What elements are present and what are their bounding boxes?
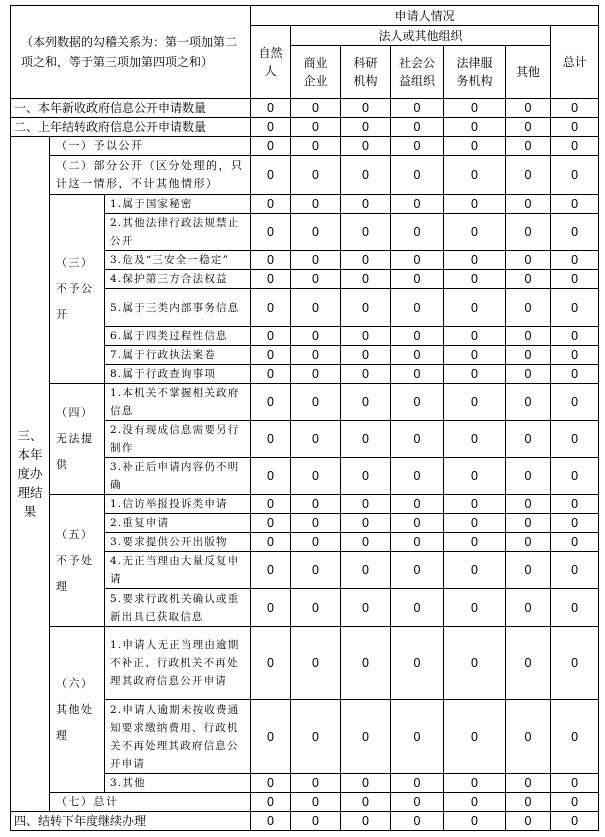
group-label: （五）不予处理: [50, 495, 105, 627]
value-cell: 0: [251, 812, 291, 831]
value-cell: 0: [444, 384, 506, 421]
value-cell: 0: [251, 270, 291, 289]
value-cell: 0: [251, 365, 291, 384]
value-cell: 0: [506, 627, 551, 700]
value-cell: 0: [444, 533, 506, 552]
value-cell: 0: [341, 589, 391, 627]
value-cell: 0: [444, 627, 506, 700]
value-cell: 0: [291, 514, 341, 533]
value-cell: 0: [391, 793, 444, 812]
item-label: 1.属于国家秘密: [105, 195, 251, 214]
value-cell: 0: [341, 552, 391, 589]
value-cell: 0: [551, 137, 599, 156]
value-cell: 0: [291, 327, 341, 346]
value-cell: 0: [551, 118, 599, 137]
value-cell: 0: [506, 495, 551, 514]
value-cell: 0: [341, 251, 391, 270]
value-cell: 0: [291, 118, 341, 137]
value-cell: 0: [391, 214, 444, 251]
value-cell: 0: [551, 774, 599, 793]
value-cell: 0: [291, 774, 341, 793]
item-label: 1.本机关不掌握相关政府信息: [105, 384, 251, 421]
note-cell: （本列数据的勾稽关系为：第一项加第二项之和，等于第三项加第四项之和）: [11, 6, 251, 99]
value-cell: 0: [551, 589, 599, 627]
value-cell: 0: [391, 327, 444, 346]
value-cell: 0: [341, 700, 391, 774]
value-cell: 0: [251, 289, 291, 327]
value-cell: 0: [444, 251, 506, 270]
value-cell: 0: [291, 289, 341, 327]
natural-person-header: 自然人: [251, 26, 291, 99]
item-label: 3.要求提供公开出版物: [105, 533, 251, 552]
item-label: 3.补正后申请内容仍不明确: [105, 458, 251, 495]
value-cell: 0: [444, 700, 506, 774]
value-cell: 0: [444, 156, 506, 195]
value-cell: 0: [444, 365, 506, 384]
value-cell: 0: [551, 812, 599, 831]
value-cell: 0: [291, 270, 341, 289]
value-cell: 0: [506, 812, 551, 831]
value-cell: 0: [551, 552, 599, 589]
value-cell: 0: [251, 346, 291, 365]
value-cell: 0: [391, 346, 444, 365]
value-cell: 0: [341, 327, 391, 346]
value-cell: 0: [291, 793, 341, 812]
value-cell: 0: [291, 99, 341, 118]
value-cell: 0: [391, 384, 444, 421]
value-cell: 0: [291, 552, 341, 589]
row2-label: 二、上年结转政府信息公开申请数量: [11, 118, 251, 137]
value-cell: 0: [551, 495, 599, 514]
value-cell: 0: [341, 627, 391, 700]
value-cell: 0: [506, 384, 551, 421]
value-cell: 0: [551, 156, 599, 195]
value-cell: 0: [551, 627, 599, 700]
value-cell: 0: [341, 156, 391, 195]
value-cell: 0: [391, 99, 444, 118]
value-cell: 0: [506, 365, 551, 384]
value-cell: 0: [444, 793, 506, 812]
value-cell: 0: [506, 195, 551, 214]
value-cell: 0: [341, 214, 391, 251]
table-row: [11, 99, 599, 118]
row4-label: 四、结转下年度继续办理: [11, 812, 251, 831]
table-row: [11, 156, 599, 195]
value-cell: 0: [341, 137, 391, 156]
table-row: [11, 137, 599, 156]
value-cell: 0: [341, 195, 391, 214]
value-cell: 0: [291, 214, 341, 251]
header-other: 其他: [506, 46, 551, 99]
value-cell: 0: [341, 458, 391, 495]
value-cell: 0: [506, 156, 551, 195]
value-cell: 0: [291, 251, 341, 270]
value-cell: 0: [551, 365, 599, 384]
applicant-header: 申请人情况: [251, 6, 599, 26]
header-legal-service: 法律服务机构: [444, 46, 506, 99]
value-cell: 0: [506, 327, 551, 346]
value-cell: 0: [391, 495, 444, 514]
item-label: 2.重复申请: [105, 514, 251, 533]
value-cell: 0: [506, 251, 551, 270]
value-cell: 0: [444, 118, 506, 137]
value-cell: 0: [341, 774, 391, 793]
item-label: 4.保护第三方合法权益: [105, 270, 251, 289]
value-cell: 0: [444, 346, 506, 365]
value-cell: 0: [551, 514, 599, 533]
table-row: [11, 495, 599, 514]
value-cell: 0: [551, 793, 599, 812]
value-cell: 0: [444, 774, 506, 793]
item-label: 7.属于行政执法案卷: [105, 346, 251, 365]
value-cell: 0: [341, 533, 391, 552]
value-cell: 0: [291, 137, 341, 156]
value-cell: 0: [391, 289, 444, 327]
value-cell: 0: [251, 137, 291, 156]
table-row: [11, 195, 599, 214]
value-cell: 0: [506, 118, 551, 137]
item-label: 2.申请人逾期未按收费通知要求缴纳费用、行政机关不再处理其政府信息公开申请: [105, 700, 251, 774]
value-cell: 0: [251, 514, 291, 533]
value-cell: 0: [506, 552, 551, 589]
value-cell: 0: [251, 195, 291, 214]
value-cell: 0: [391, 812, 444, 831]
value-cell: 0: [551, 195, 599, 214]
value-cell: 0: [551, 700, 599, 774]
value-cell: 0: [506, 458, 551, 495]
group-label: （三）不予公开: [50, 195, 105, 384]
value-cell: 0: [251, 384, 291, 421]
value-cell: 0: [444, 421, 506, 458]
value-cell: 0: [391, 137, 444, 156]
value-cell: 0: [551, 270, 599, 289]
value-cell: 0: [551, 346, 599, 365]
value-cell: 0: [341, 812, 391, 831]
value-cell: 0: [341, 793, 391, 812]
value-cell: 0: [391, 458, 444, 495]
value-cell: 0: [391, 195, 444, 214]
value-cell: 0: [341, 514, 391, 533]
value-cell: 0: [291, 700, 341, 774]
value-cell: 0: [251, 793, 291, 812]
value-cell: 0: [444, 589, 506, 627]
header-research: 科研机构: [341, 46, 391, 99]
value-cell: 0: [551, 458, 599, 495]
group-label: （七）总计: [50, 793, 251, 812]
value-cell: 0: [251, 118, 291, 137]
value-cell: 0: [251, 421, 291, 458]
value-cell: 0: [251, 774, 291, 793]
value-cell: 0: [551, 289, 599, 327]
value-cell: 0: [341, 99, 391, 118]
value-cell: 0: [251, 700, 291, 774]
value-cell: 0: [506, 99, 551, 118]
value-cell: 0: [291, 812, 341, 831]
value-cell: 0: [391, 627, 444, 700]
value-cell: 0: [444, 195, 506, 214]
value-cell: 0: [251, 214, 291, 251]
value-cell: 0: [341, 495, 391, 514]
value-cell: 0: [444, 812, 506, 831]
value-cell: 0: [444, 99, 506, 118]
value-cell: 0: [291, 533, 341, 552]
table-row: [11, 812, 599, 831]
value-cell: 0: [391, 156, 444, 195]
value-cell: 0: [341, 118, 391, 137]
value-cell: 0: [291, 346, 341, 365]
value-cell: 0: [251, 589, 291, 627]
value-cell: 0: [341, 365, 391, 384]
value-cell: 0: [506, 421, 551, 458]
value-cell: 0: [444, 458, 506, 495]
item-label: 2.其他法律行政法规禁止公开: [105, 214, 251, 251]
value-cell: 0: [506, 214, 551, 251]
value-cell: 0: [391, 700, 444, 774]
table-row: [11, 627, 599, 700]
value-cell: 0: [506, 270, 551, 289]
value-cell: 0: [341, 421, 391, 458]
item-label: 8.属于行政查询事项: [105, 365, 251, 384]
value-cell: 0: [291, 384, 341, 421]
value-cell: 0: [391, 421, 444, 458]
value-cell: 0: [391, 270, 444, 289]
value-cell: 0: [391, 774, 444, 793]
value-cell: 0: [291, 495, 341, 514]
section3-label: 三、本年度办理结果: [11, 137, 50, 812]
value-cell: 0: [444, 495, 506, 514]
item-label: 1.信访举报投诉类申请: [105, 495, 251, 514]
value-cell: 0: [391, 552, 444, 589]
value-cell: 0: [251, 495, 291, 514]
value-cell: 0: [291, 589, 341, 627]
value-cell: 0: [291, 156, 341, 195]
value-cell: 0: [444, 270, 506, 289]
value-cell: 0: [551, 214, 599, 251]
value-cell: 0: [506, 346, 551, 365]
value-cell: 0: [251, 627, 291, 700]
value-cell: 0: [444, 552, 506, 589]
table-row: [11, 793, 599, 812]
value-cell: 0: [551, 327, 599, 346]
item-label: 5.要求行政机关确认或重新出具已获取信息: [105, 589, 251, 627]
value-cell: 0: [506, 137, 551, 156]
group-label: （四）无法提供: [50, 384, 105, 495]
value-cell: 0: [251, 251, 291, 270]
value-cell: 0: [391, 118, 444, 137]
value-cell: 0: [506, 774, 551, 793]
value-cell: 0: [341, 384, 391, 421]
value-cell: 0: [341, 270, 391, 289]
value-cell: 0: [291, 627, 341, 700]
item-label: 1.申请人无正当理由逾期不补正、行政机关不再处理其政府信息公开申请: [105, 627, 251, 700]
value-cell: 0: [341, 346, 391, 365]
item-label: 5.属于三类内部事务信息: [105, 289, 251, 327]
value-cell: 0: [506, 793, 551, 812]
item-label: 3.其他: [105, 774, 251, 793]
row1-label: 一、本年新收政府信息公开申请数量: [11, 99, 251, 118]
value-cell: 0: [551, 421, 599, 458]
item-label: 2.没有现成信息需要另行制作: [105, 421, 251, 458]
group-label: （一）予以公开: [50, 137, 251, 156]
legal-org-header: 法人或其他组织: [291, 26, 551, 46]
value-cell: 0: [291, 195, 341, 214]
value-cell: 0: [391, 251, 444, 270]
value-cell: 0: [251, 99, 291, 118]
value-cell: 0: [251, 327, 291, 346]
total-header: 总计: [551, 26, 599, 99]
value-cell: 0: [391, 514, 444, 533]
item-label: 3.危及“三安全一稳定”: [105, 251, 251, 270]
table-row: [11, 384, 599, 421]
value-cell: 0: [551, 99, 599, 118]
value-cell: 0: [506, 589, 551, 627]
value-cell: 0: [551, 533, 599, 552]
value-cell: 0: [391, 365, 444, 384]
value-cell: 0: [506, 700, 551, 774]
group-label: （二）部分公开（区分处理的，只计这一情形，不计其他情形）: [50, 156, 251, 195]
value-cell: 0: [391, 533, 444, 552]
group-label: （六）其他处理: [50, 627, 105, 793]
value-cell: 0: [551, 384, 599, 421]
value-cell: 0: [444, 327, 506, 346]
value-cell: 0: [444, 214, 506, 251]
header-commercial: 商业企业: [291, 46, 341, 99]
value-cell: 0: [444, 137, 506, 156]
item-label: 6.属于四类过程性信息: [105, 327, 251, 346]
value-cell: 0: [251, 458, 291, 495]
value-cell: 0: [291, 365, 341, 384]
item-label: 4.无正当理由大量反复申请: [105, 552, 251, 589]
disclosure-statistics-table: [10, 5, 599, 831]
value-cell: 0: [551, 251, 599, 270]
value-cell: 0: [391, 589, 444, 627]
header-public-welfare: 社会公益组织: [391, 46, 444, 99]
value-cell: 0: [506, 533, 551, 552]
value-cell: 0: [251, 552, 291, 589]
value-cell: 0: [291, 458, 341, 495]
value-cell: 0: [251, 156, 291, 195]
value-cell: 0: [444, 289, 506, 327]
value-cell: 0: [506, 289, 551, 327]
value-cell: 0: [444, 514, 506, 533]
value-cell: 0: [251, 533, 291, 552]
table-row: [11, 118, 599, 137]
value-cell: 0: [291, 421, 341, 458]
value-cell: 0: [506, 514, 551, 533]
value-cell: 0: [341, 289, 391, 327]
